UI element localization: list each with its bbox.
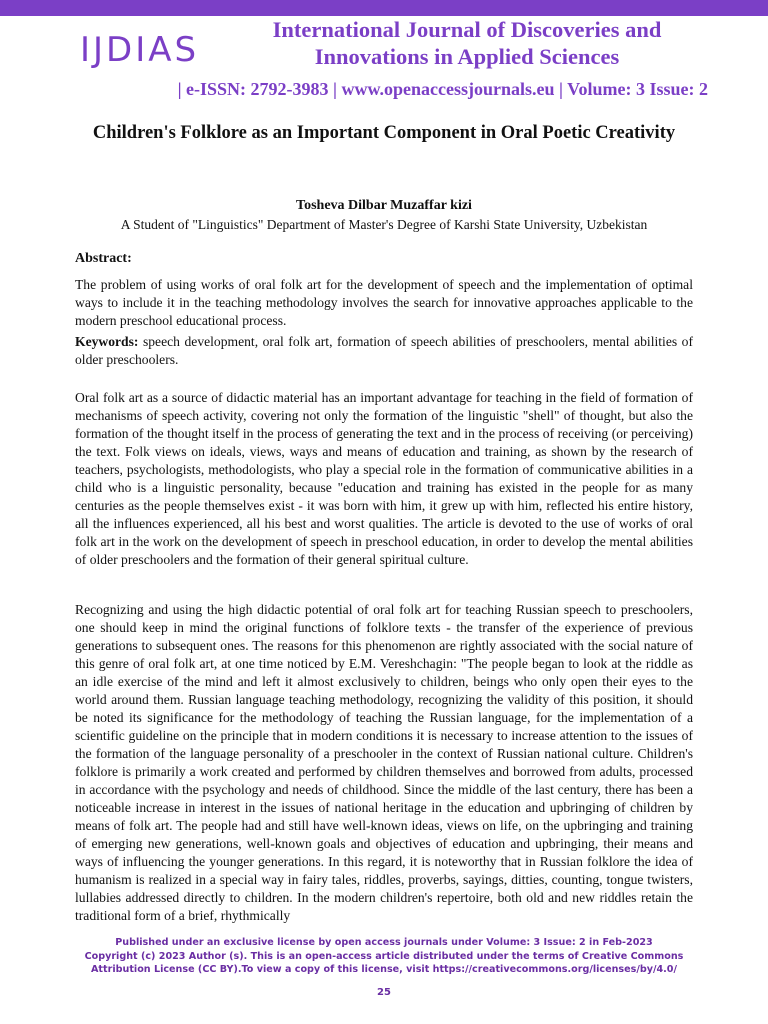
journal-title: International Journal of Discoveries and Innovations in Applied Sciences: [272, 17, 662, 69]
keywords: [75, 333, 693, 369]
abstract-heading: Abstract:: [75, 251, 132, 266]
body-paragraph-1: Oral folk art as a source of didactic material has an important advantage for teaching in the field of formation of mechanisms of speech activity, covering not only the formation of the linguistic "shell" of thought, but also the formation of the thought itself in the process of generating the text and in the process of receiving (or perceiving) the text. Folk views on ideals, views, ways and means of education and training, as shown by the research of teachers, psychologists, methodologists, who play a special role in the formation of communicative abilities in a child who is a linguistic personality, because "education and training has existed in the people for as many centuries as the people themselves exist - it was born with him, it grew up with him, reflected his entire history, all the influences experienced, all his best and worst qualities. The article is devoted to the use of works of oral folk art in the work on the development of speech in preschool education, in order to develop the mental abilities of older preschoolers and the formation of their general spiritual culture.: [75, 390, 693, 567]
footer-line-1: Published under an exclusive license by open access journals under Volume: 3 Issue: 2 in Feb-2023: [115, 937, 653, 948]
keywords-label: Keywords:: [75, 334, 139, 349]
abstract-text: The problem of using works of oral folk art for the development of speech and the implementation of optimal ways to include it in the teaching methodology involves the search for innovative approaches applicable to the modern preschool educational process.: [75, 277, 693, 328]
footer-line-2: Copyright (c) 2023 Author (s). This is an open-access article distributed under the terms of Creative Commons: [84, 950, 684, 962]
article-title: Children's Folklore as an Important Component in Oral Poetic Creativity: [92, 123, 676, 143]
page-number: 25: [377, 987, 391, 998]
journal-logo: IJDIAS: [80, 30, 200, 70]
body-paragraph-2: Recognizing and using the high didactic potential of oral folk art for teaching Russian speech to preschoolers, one should keep in mind the original functions of folklore texts - the transfer of the experience of previous generations to subsequent ones. The reasons for this phenomenon are rightly associated with the social nature of this genre of oral folk art, at one time noticed by E.M. Vereshchagin: "The people began to look at the riddle as an idle exercise of the mind and left it almost exclusively to children, beings who only open their eyes to the world around them. Russian language teaching methodology, recognizing the validity of this position, it should be noted its significance for the methodology of teaching the Russian language, for the implementation of a scientific guideline on the principle that in modern conditions it is necessary to increase attention to the issues of the formation of the language personality of a preschooler in the context of Russian national culture. Children's folklore is primarily a work created and performed by children themselves and borrowed from adults, processed in accordance with the psychology and needs of childhood. Since the middle of the last century, there has been a noticeable increase in interest in the issues of national heritage in the education and upbringing of children by means of folk art. The people had and still have well-known ideas, views on life, on the upbringing and training of emerging new generations, well-known goals and objectives of education and upbringing, their means and ways of influencing the younger generations. In this regard, it is noteworthy that in Russian folklore the idea of humanism is realized in a special way in fairy tales, riddles, proverbs, sayings, ditties, counting, tongue twisters, lullabies addressed directly to children. In the modern children's repertoire, both old and new riddles retain the traditional form of a brief, rhythmically: [75, 602, 693, 923]
footer-line-3: Attribution License (CC BY).To view a copy of this license, visit https://creativecommons.org/licenses/by/4.0/: [91, 964, 677, 975]
keywords-text: speech development, oral folk art, formation of speech abilities of preschoolers, mental abilities of older preschoolers.: [75, 334, 693, 367]
author-affiliation: A Student of "Linguistics" Department of Master's Degree of Karshi State University, Uzbekistan: [120, 217, 648, 232]
header-accent-bar: [0, 0, 768, 16]
author-name: Tosheva Dilbar Muzaffar kizi: [296, 198, 472, 213]
license-footer: [60, 936, 708, 977]
journal-meta-line: | e-ISSN: 2792-3983 | www.openaccessjournals.eu | Volume: 3 Issue: 2: [177, 79, 708, 99]
